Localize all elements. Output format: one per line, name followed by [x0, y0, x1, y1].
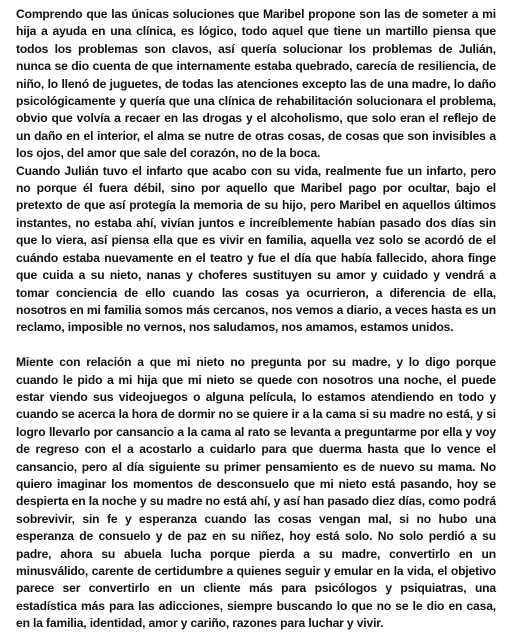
paragraph-2: Cuando Julián tuvo el infarto que acabo con su vida, realmente fue un infarto, pero no porque él fuera débil, sino por aquello que Maribel pago por ocultar, bajo el pretexto de que así protegía la memoria de su hijo, pero Maribel en aquellos últimos instantes, no estaba ahí, vivían juntos e increíblemente habían pasado dos días sin que lo viera, así piensa ella que es vivir en familia, aquella vez solo se acordó de el cuándo estaba nuevamente en el teatro y fue el día que había fallecido, ahora finge que cuida a su nieto, nanas y choferes sustituyen su amor y cuidado y vendrá a tomar conciencia de ello cuando las cosas ya ocurrieron, a diferencia de ella, nosotros en mi familia somos más cercanos, nos vemos a diario, a veces hasta es un reclamo, imposible no vernos, nos saludamos, nos amamos, estamos unidos.	[16, 163, 496, 335]
paragraph-1: Comprendo que las únicas soluciones que Maribel propone son las de someter a mi hija a ayuda en una clínica, es lógico, todo aquel que tiene un martillo piensa que todos los problemas son clavos, así quería solucionar los problemas de Julián, nunca se dio cuenta de que internamente estaba quebrado, carecía de resiliencia, de niño, lo llenó de juguetes, de todas las atenciones excepto las de una madre, lo daño psicológicamente y quería que una clínica de rehabilitación solucionara el problema, obvio que volvía a recaer en las drogas y el alcoholismo, que solo eran el reflejo de un daño en el interior, el alma se nutre de otras cosas, de cosas que son invisibles a los ojos, del amor que sale del corazón, no de la boca.	[16, 7, 496, 161]
paragraph-3: Miente con relación a que mi nieto no pregunta por su madre, y lo digo porque cuando le pido a mi hija que mi nieto se quede con nosotros una noche, el puede estar viendo sus videojuegos o alguna película, lo estamos atendiendo en todo y cuando se acerca la hora de dormir no se quiere ir a la cama si su madre no está, y si logro llevarlo por cansancio a la cama al rato se levanta a preguntarme por ella y voy de regreso con el a acostarlo a cuidarlo para que duerma hasta que lo vence el cansancio, pero al día siguiente su primer pensamiento es de nuevo su mama. No quiero imaginar los momentos de desconsuelo que mi nieto está pasando, hoy se despierta en la noche y su madre no está ahí, y así han pasado diez días, como podrá sobrevivir, sin fe y esperanza cuando las cosas vengan mal, si no hubo una esperanza de consuelo y de paz en su niñez, hoy está solo. No solo perdió a su padre, ahora su abuela lucha porque pierda a su madre, convertirlo en un minusválido, carente de certidumbre a quienes seguir y emular en la vida, el objetivo parece ser convertirlo en un cliente más para psicólogos y psiquiatras, una estadística más para las adicciones, siempre buscando lo que no se le dio en casa, en la familia, identidad, amor y cariño, razones para luchar y vivir.	[16, 355, 496, 631]
